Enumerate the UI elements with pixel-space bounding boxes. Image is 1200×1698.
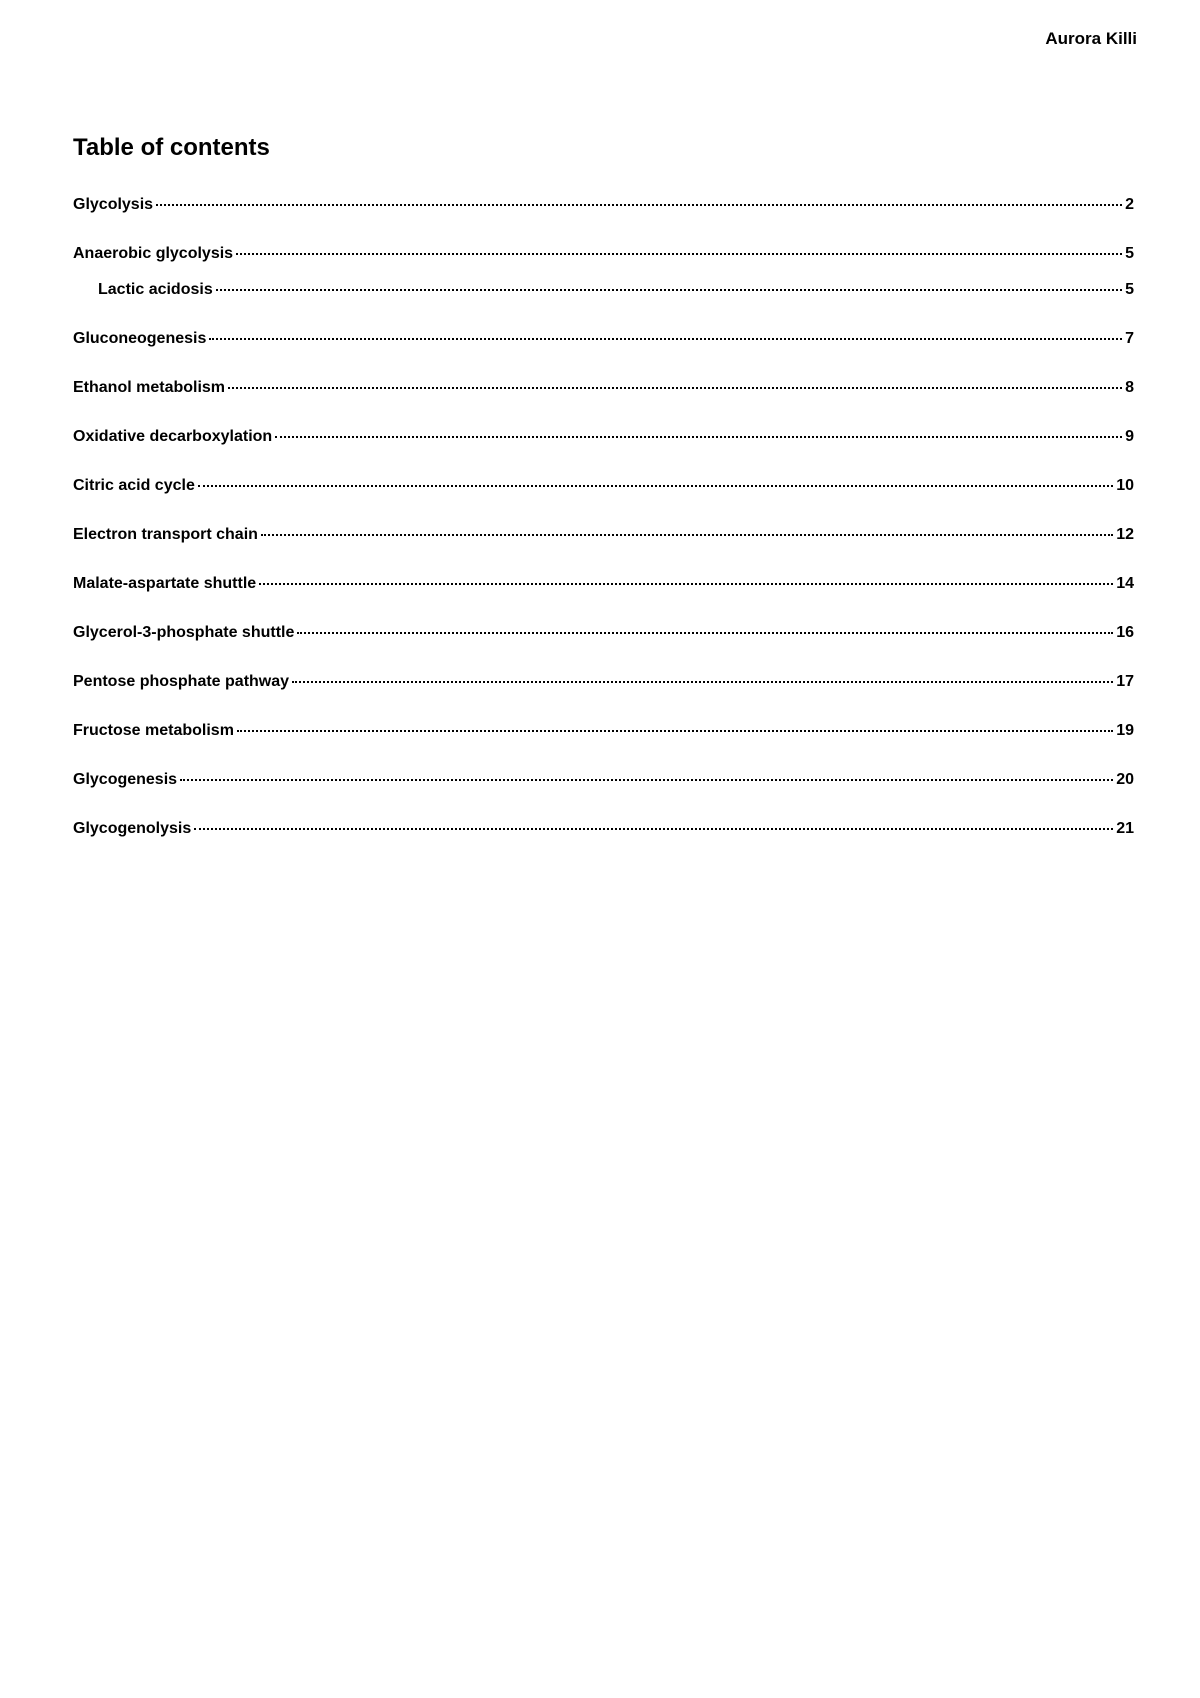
- toc-entry-lactic-acidosis[interactable]: [98, 281, 1134, 305]
- toc-dot-leader: [292, 680, 1113, 683]
- toc-entry-glycolysis[interactable]: [73, 196, 1134, 220]
- toc-entry-label: Glycogenesis: [73, 771, 178, 788]
- toc-dot-leader: [228, 386, 1122, 389]
- toc-title: Table of contents: [73, 134, 270, 161]
- toc-entry-label: Anaerobic glycolysis: [73, 245, 234, 262]
- toc-entry-malate-aspartate-shuttle[interactable]: [73, 575, 1134, 599]
- toc-entry-label: Glycolysis: [73, 196, 154, 213]
- header-author-name: Aurora Killi: [1045, 29, 1137, 48]
- toc-entry-page-number: 7: [1125, 330, 1134, 347]
- toc-entry-oxidative-decarboxylation[interactable]: [73, 428, 1134, 452]
- toc-entry-label: Oxidative decarboxylation: [73, 428, 273, 445]
- toc-dot-leader: [236, 252, 1122, 255]
- toc-entry-label: Electron transport chain: [73, 526, 258, 543]
- toc-entry-glycogenolysis[interactable]: [73, 820, 1134, 844]
- toc-entry-glycogenesis[interactable]: [73, 771, 1134, 795]
- toc-entry-pentose-phosphate-pathway[interactable]: [73, 673, 1134, 697]
- toc-entry-label: Glycerol-3-phosphate shuttle: [73, 624, 295, 641]
- toc-entry-citric-acid-cycle[interactable]: [73, 477, 1134, 501]
- toc-entry-anaerobic-glycolysis[interactable]: [73, 245, 1134, 269]
- toc-entry-label: Fructose metabolism: [73, 722, 234, 739]
- toc-entry-page-number: 19: [1116, 722, 1134, 739]
- toc-dot-leader: [194, 827, 1113, 830]
- toc-entry-label: Lactic acidosis: [98, 281, 213, 298]
- toc-dot-leader: [198, 484, 1113, 487]
- toc-entry-label: Glycogenolysis: [73, 820, 192, 837]
- toc-entry-ethanol-metabolism[interactable]: [73, 379, 1134, 403]
- toc-entry-page-number: 5: [1125, 281, 1134, 298]
- toc-dot-leader: [237, 729, 1113, 732]
- toc-entry-glycerol-3-phosphate-shuttle[interactable]: [73, 624, 1134, 648]
- toc-entry-page-number: 8: [1125, 379, 1134, 396]
- toc-dot-leader: [180, 778, 1113, 781]
- toc-entry-gluconeogenesis[interactable]: [73, 330, 1134, 354]
- toc-entry-label: Gluconeogenesis: [73, 330, 207, 347]
- toc-dot-leader: [275, 435, 1122, 438]
- toc-entry-page-number: 12: [1116, 526, 1134, 543]
- toc-entry-page-number: 16: [1116, 624, 1134, 641]
- toc-entry-page-number: 17: [1116, 673, 1134, 690]
- toc-dot-leader: [261, 533, 1113, 536]
- toc-dot-leader: [297, 631, 1113, 634]
- toc-entry-page-number: 21: [1116, 820, 1134, 837]
- toc-entry-label: Malate-aspartate shuttle: [73, 575, 257, 592]
- toc-entry-page-number: 10: [1116, 477, 1134, 494]
- toc-entry-label: Citric acid cycle: [73, 477, 195, 494]
- toc-entry-page-number: 9: [1125, 428, 1134, 445]
- toc-entry-page-number: 14: [1116, 575, 1134, 592]
- toc-dot-leader: [209, 337, 1122, 340]
- toc-dot-leader: [216, 288, 1122, 291]
- toc-dot-leader: [259, 582, 1113, 585]
- toc-entry-label: Ethanol metabolism: [73, 379, 226, 396]
- toc-entry-label: Pentose phosphate pathway: [73, 673, 290, 690]
- toc-entry-page-number: 20: [1116, 771, 1134, 788]
- toc-entry-page-number: 5: [1125, 245, 1134, 262]
- toc-dot-leader: [156, 203, 1122, 206]
- toc-entry-fructose-metabolism[interactable]: [73, 722, 1134, 746]
- toc-entry-page-number: 2: [1125, 196, 1134, 213]
- toc-entry-electron-transport-chain[interactable]: [73, 526, 1134, 550]
